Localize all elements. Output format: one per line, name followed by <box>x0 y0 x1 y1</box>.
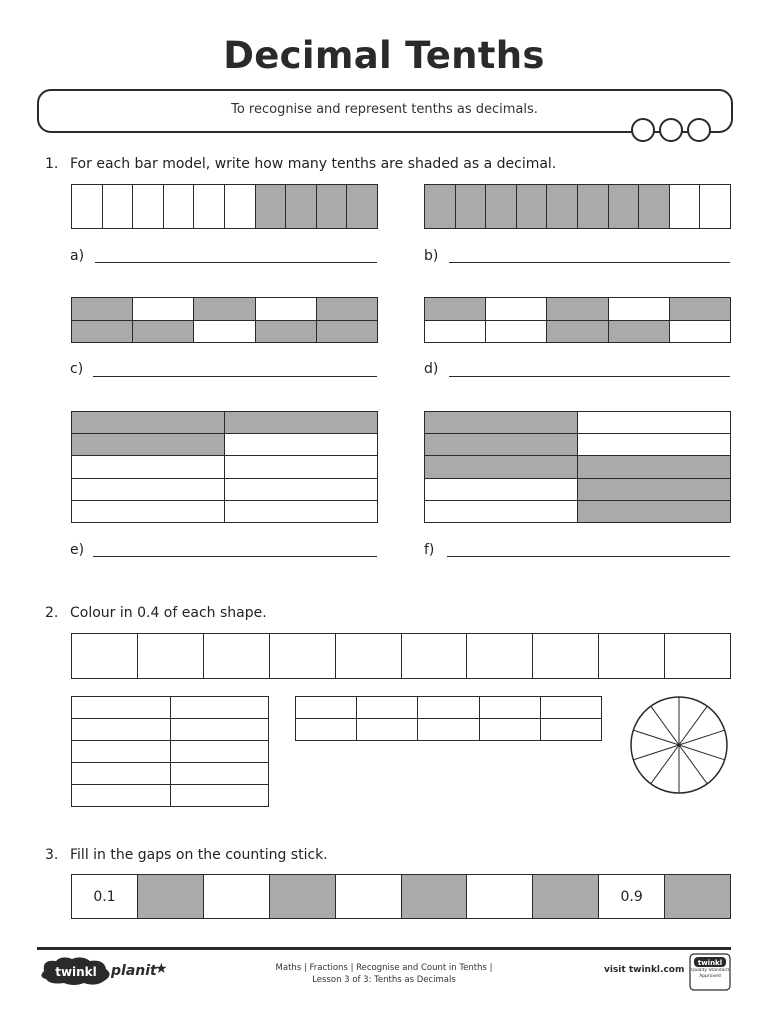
colour-cell[interactable] <box>72 785 170 806</box>
colour-cell[interactable] <box>599 634 664 678</box>
tenth-cell <box>133 321 193 343</box>
tenth-cell <box>225 479 377 500</box>
stick-segment: 0.9 <box>599 875 664 918</box>
bar-model-f <box>424 411 731 523</box>
tenth-cell <box>72 412 224 433</box>
tenth-cell <box>72 298 132 320</box>
stick-segment: 0.1 <box>72 875 137 918</box>
stick-segment <box>533 875 598 918</box>
colour-cell[interactable] <box>171 785 269 806</box>
stick-segment <box>402 875 467 918</box>
counting-stick <box>71 874 731 919</box>
badge-text: Quality Standard Approved <box>691 968 729 979</box>
decorative-circle-icon <box>631 118 655 142</box>
colour-cell[interactable] <box>171 719 269 740</box>
footer-lesson-info <box>250 962 518 986</box>
colour-cell[interactable] <box>418 719 478 740</box>
tenth-cell <box>72 479 224 500</box>
colour-cell[interactable] <box>336 634 401 678</box>
colour-cell[interactable] <box>204 634 269 678</box>
tenth-cell <box>425 412 577 433</box>
tenth-cell <box>486 298 546 320</box>
colour-cell[interactable] <box>171 741 269 762</box>
colour-cell[interactable] <box>296 697 356 718</box>
tenth-cell <box>425 185 455 228</box>
bar-model-b <box>424 184 731 229</box>
tenth-cell <box>225 501 377 522</box>
tenth-cell <box>72 185 102 228</box>
tenth-cell <box>547 298 607 320</box>
colour-circle-tenths[interactable] <box>629 695 729 795</box>
q1-number: 1. <box>45 156 59 172</box>
twinkl-logo-icon <box>38 953 118 987</box>
q1-text: For each bar model, write how many tenths are shaded as a decimal. <box>70 156 557 172</box>
tenth-cell <box>547 321 607 343</box>
tenth-cell <box>578 456 730 477</box>
answer-line-f[interactable] <box>447 556 730 557</box>
label-d: d) <box>424 361 439 377</box>
tenth-cell <box>609 185 639 228</box>
tenth-cell <box>225 412 377 433</box>
colour-cell[interactable] <box>72 697 170 718</box>
label-a: a) <box>70 248 85 264</box>
tenth-cell <box>425 434 577 455</box>
tenth-cell <box>72 321 132 343</box>
colour-cell[interactable] <box>138 634 203 678</box>
colour-cell[interactable] <box>72 719 170 740</box>
tenth-cell <box>194 321 254 343</box>
tenth-cell <box>639 185 669 228</box>
tenth-cell <box>317 321 377 343</box>
answer-line-d[interactable] <box>449 376 730 377</box>
colour-cell[interactable] <box>72 741 170 762</box>
stick-segment[interactable] <box>336 875 401 918</box>
tenth-cell <box>486 321 546 343</box>
bar-model-e <box>71 411 378 523</box>
planit-label: planit <box>111 963 157 979</box>
q2-number: 2. <box>45 605 59 621</box>
stick-segment <box>270 875 335 918</box>
colour-grid-5x2[interactable] <box>71 696 269 807</box>
tenth-cell <box>670 321 730 343</box>
colour-cell[interactable] <box>171 697 269 718</box>
tenth-cell <box>425 479 577 500</box>
tenth-cell <box>225 434 377 455</box>
tenth-cell <box>256 298 316 320</box>
colour-cell[interactable] <box>171 763 269 784</box>
objective-text: To recognise and represent tenths as decimals. <box>231 102 538 117</box>
tenth-cell <box>670 185 700 228</box>
label-f: f) <box>424 542 435 558</box>
tenth-cell <box>72 434 224 455</box>
colour-bar-10[interactable] <box>71 633 731 679</box>
quality-badge-icon <box>689 953 731 991</box>
colour-cell[interactable] <box>541 697 601 718</box>
tenth-cell <box>256 185 286 228</box>
label-e: e) <box>70 542 85 558</box>
tenth-cell <box>317 298 377 320</box>
tenth-cell <box>578 412 730 433</box>
bar-model-c <box>71 297 378 343</box>
colour-cell[interactable] <box>467 634 532 678</box>
tenth-cell <box>547 185 577 228</box>
decorative-circle-icon <box>687 118 711 142</box>
bar-model-d <box>424 297 731 343</box>
tenth-cell <box>286 185 316 228</box>
tenth-cell <box>578 185 608 228</box>
colour-cell[interactable] <box>72 763 170 784</box>
page-title: Decimal Tenths <box>223 34 545 77</box>
tenth-cell <box>578 479 730 500</box>
colour-cell[interactable] <box>402 634 467 678</box>
star-icon: ★ <box>155 961 168 977</box>
colour-cell[interactable] <box>357 697 417 718</box>
tenth-cell <box>578 434 730 455</box>
tenth-cell <box>194 298 254 320</box>
footer-line1: Maths | Fractions | Recognise and Count in Tenths | <box>275 963 493 973</box>
tenth-cell <box>670 298 730 320</box>
colour-cell[interactable] <box>270 634 335 678</box>
tenth-cell <box>225 456 377 477</box>
colour-cell[interactable] <box>480 697 540 718</box>
answer-line-a[interactable] <box>95 262 377 263</box>
colour-cell[interactable] <box>480 719 540 740</box>
twinkl-logo-text: twinkl <box>55 965 97 979</box>
tenth-cell <box>72 456 224 477</box>
colour-cell[interactable] <box>541 719 601 740</box>
tenth-cell <box>517 185 547 228</box>
label-b: b) <box>424 248 439 264</box>
colour-cell[interactable] <box>72 634 137 678</box>
colour-grid-2x5[interactable] <box>295 696 602 741</box>
badge-brand: twinkl <box>697 959 723 967</box>
tenth-cell <box>103 185 133 228</box>
tenth-cell <box>609 298 669 320</box>
tenth-cell <box>194 185 224 228</box>
q2-text: Colour in 0.4 of each shape. <box>70 605 267 621</box>
footer-line2: Lesson 3 of 3: Tenths as Decimals <box>312 975 456 985</box>
tenth-cell <box>425 321 485 343</box>
colour-cell[interactable] <box>533 634 598 678</box>
tenth-cell <box>133 298 193 320</box>
stick-segment <box>138 875 203 918</box>
tenth-cell <box>225 185 255 228</box>
tenth-cell <box>256 321 316 343</box>
stick-segment <box>665 875 730 918</box>
answer-line-b[interactable] <box>449 262 730 263</box>
tenth-cell <box>164 185 194 228</box>
stick-segment[interactable] <box>467 875 532 918</box>
tenth-cell <box>347 185 377 228</box>
footer-divider <box>37 947 731 950</box>
answer-line-e[interactable] <box>93 556 377 557</box>
tenth-cell <box>609 321 669 343</box>
q3-text: Fill in the gaps on the counting stick. <box>70 847 328 863</box>
tenth-cell <box>578 501 730 522</box>
answer-line-c[interactable] <box>93 376 377 377</box>
stick-segment[interactable] <box>204 875 269 918</box>
colour-cell[interactable] <box>418 697 478 718</box>
colour-cell[interactable] <box>296 719 356 740</box>
q3-number: 3. <box>45 847 59 863</box>
bar-model-a <box>71 184 378 229</box>
tenth-cell <box>486 185 516 228</box>
tenth-cell <box>425 298 485 320</box>
tenth-cell <box>133 185 163 228</box>
tenth-cell <box>456 185 486 228</box>
tenth-cell <box>72 501 224 522</box>
label-c: c) <box>70 361 84 377</box>
colour-cell[interactable] <box>665 634 730 678</box>
decorative-circle-icon <box>659 118 683 142</box>
tenth-cell <box>317 185 347 228</box>
tenth-cell <box>425 456 577 477</box>
visit-link[interactable]: visit twinkl.com <box>604 965 685 975</box>
tenth-cell <box>700 185 730 228</box>
colour-cell[interactable] <box>357 719 417 740</box>
tenth-cell <box>425 501 577 522</box>
